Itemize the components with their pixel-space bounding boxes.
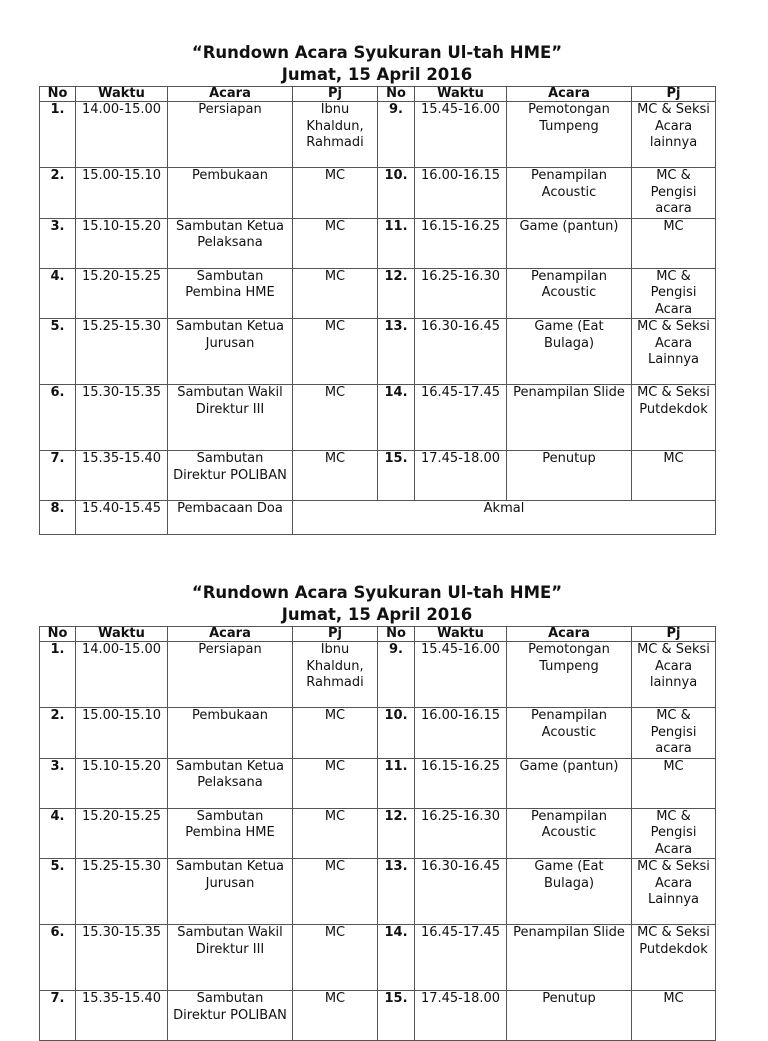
table-row <box>40 451 716 501</box>
cell-pj: MC <box>293 451 378 501</box>
cell-no: 11. <box>378 218 415 268</box>
header-pj: Pj <box>293 87 378 102</box>
cell-waktu: 15.10-15.20 <box>76 758 168 808</box>
cell-acara: Sambutan Ketua Jurusan <box>168 319 293 385</box>
cell-no: 1. <box>40 102 76 168</box>
cell-waktu: 15.10-15.20 <box>76 218 168 268</box>
cell-waktu: 15.45-16.00 <box>415 642 507 708</box>
header-waktu: Waktu <box>76 627 168 642</box>
cell-pj: MC <box>632 451 716 501</box>
cell-no: 1. <box>40 642 76 708</box>
cell-waktu: 14.00-15.00 <box>76 642 168 708</box>
cell-acara: Sambutan Pembina HME <box>168 808 293 859</box>
table-row <box>40 319 716 385</box>
cell-pj: MC & Seksi Putdekdok <box>632 385 716 451</box>
cell-waktu: 15.20-15.25 <box>76 808 168 859</box>
cell-pj: MC & Pengisi acara <box>632 708 716 759</box>
cell-no: 13. <box>378 319 415 385</box>
cell-waktu: 17.45-18.00 <box>415 991 507 1041</box>
cell-pj: MC <box>632 758 716 808</box>
cell-acara: Penampilan Slide <box>507 385 632 451</box>
cell-pj: MC <box>293 218 378 268</box>
cell-waktu: 15.20-15.25 <box>76 268 168 319</box>
header-acara: Acara <box>507 627 632 642</box>
document-date: Jumat, 15 April 2016 <box>281 65 473 84</box>
cell-pj: Ibnu Khaldun, Rahmadi <box>293 642 378 708</box>
cell-acara: Sambutan Pembina HME <box>168 268 293 319</box>
header-pj: Pj <box>293 627 378 642</box>
cell-no: 15. <box>378 991 415 1041</box>
header-waktu: Waktu <box>76 87 168 102</box>
cell-waktu: 16.30-16.45 <box>415 859 507 925</box>
cell-no: 10. <box>378 708 415 759</box>
cell-pj: MC & Seksi Acara Lainnya <box>632 859 716 925</box>
cell-acara: Penampilan Acoustic <box>507 168 632 219</box>
cell-pj: MC <box>293 991 378 1041</box>
cell-waktu: 15.00-15.10 <box>76 168 168 219</box>
header-pj: Pj <box>632 627 716 642</box>
cell-acara: Sambutan Direktur POLIBAN <box>168 991 293 1041</box>
cell-no: 6. <box>40 925 76 991</box>
cell-pj: MC <box>293 925 378 991</box>
cell-waktu: 16.15-16.25 <box>415 218 507 268</box>
cell-pj: MC <box>293 708 378 759</box>
cell-no: 9. <box>378 642 415 708</box>
cell-pj: MC & Seksi Acara lainnya <box>632 102 716 168</box>
table-row <box>40 268 716 319</box>
rundown-page-2-clip <box>0 582 768 1023</box>
cell-waktu: 15.45-16.00 <box>415 102 507 168</box>
cell-no: 4. <box>40 268 76 319</box>
cell-no: 7. <box>40 991 76 1041</box>
cell-no: 15. <box>378 451 415 501</box>
cell-pj: MC <box>293 758 378 808</box>
cell-waktu: 16.15-16.25 <box>415 758 507 808</box>
table-row <box>40 808 716 859</box>
table-row <box>40 991 716 1041</box>
cell-no: 10. <box>378 168 415 219</box>
cell-pj: Ibnu Khaldun, Rahmadi <box>293 102 378 168</box>
table-row <box>40 859 716 925</box>
rundown-table <box>39 626 716 1041</box>
cell-acara: Sambutan Ketua Jurusan <box>168 859 293 925</box>
cell-acara: Pembukaan <box>168 168 293 219</box>
cell-acara: Sambutan Wakil Direktur III <box>168 925 293 991</box>
cell-acara: Penampilan Acoustic <box>507 808 632 859</box>
cell-waktu: 15.35-15.40 <box>76 991 168 1041</box>
cell-waktu: 15.00-15.10 <box>76 708 168 759</box>
cell-acara: Penampilan Acoustic <box>507 268 632 319</box>
header-waktu: Waktu <box>415 627 507 642</box>
rundown-table <box>39 86 716 535</box>
cell-no: 2. <box>40 708 76 759</box>
document-date: Jumat, 15 April 2016 <box>281 605 473 624</box>
cell-no: 12. <box>378 808 415 859</box>
document-title: “Rundown Acara Syukuran Ul-tah HME” <box>191 43 563 62</box>
cell-no: 2. <box>40 168 76 219</box>
cell-no: 9. <box>378 102 415 168</box>
cell-waktu: 15.30-15.35 <box>76 925 168 991</box>
cell-no: 5. <box>40 859 76 925</box>
cell-waktu: 16.45-17.45 <box>415 385 507 451</box>
header-pj: Pj <box>632 87 716 102</box>
table-row <box>40 385 716 451</box>
cell-no: 5. <box>40 319 76 385</box>
table-row <box>40 925 716 991</box>
document-title: “Rundown Acara Syukuran Ul-tah HME” <box>191 583 563 602</box>
cell-acara: Persiapan <box>168 642 293 708</box>
cell-acara: Game (pantun) <box>507 758 632 808</box>
rundown-page-2 <box>39 582 715 1041</box>
cell-acara: Pembacaan Doa <box>168 501 293 535</box>
table-row <box>40 218 716 268</box>
header-acara: Acara <box>168 627 293 642</box>
cell-waktu: 16.00-16.15 <box>415 168 507 219</box>
cell-acara: Sambutan Ketua Pelaksana <box>168 758 293 808</box>
header-no: No <box>40 87 76 102</box>
table-row <box>40 168 716 219</box>
cell-no: 4. <box>40 808 76 859</box>
cell-no: 12. <box>378 268 415 319</box>
table-row <box>40 708 716 759</box>
cell-no: 14. <box>378 925 415 991</box>
cell-pj: MC & Seksi Putdekdok <box>632 925 716 991</box>
table-row <box>40 758 716 808</box>
cell-pj: MC & Pengisi Acara <box>632 808 716 859</box>
cell-pj: MC <box>293 168 378 219</box>
cell-no: 7. <box>40 451 76 501</box>
rundown-page-1 <box>39 42 715 535</box>
cell-pj: MC & Pengisi acara <box>632 168 716 219</box>
header-no: No <box>40 627 76 642</box>
cell-acara: Game (pantun) <box>507 218 632 268</box>
cell-waktu: 15.25-15.30 <box>76 319 168 385</box>
cell-acara: Sambutan Wakil Direktur III <box>168 385 293 451</box>
cell-pj: MC <box>632 218 716 268</box>
cell-waktu: 16.00-16.15 <box>415 708 507 759</box>
table-row <box>40 642 716 708</box>
cell-no: 6. <box>40 385 76 451</box>
cell-pj: MC <box>293 319 378 385</box>
cell-acara: Sambutan Ketua Pelaksana <box>168 218 293 268</box>
cell-acara: Persiapan <box>168 102 293 168</box>
cell-pj: MC & Seksi Acara lainnya <box>632 642 716 708</box>
cell-waktu: 15.35-15.40 <box>76 451 168 501</box>
cell-waktu: 14.00-15.00 <box>76 102 168 168</box>
header-no: No <box>378 627 415 642</box>
cell-no: 11. <box>378 758 415 808</box>
header-no: No <box>378 87 415 102</box>
table-row <box>40 102 716 168</box>
cell-pj: MC & Seksi Acara Lainnya <box>632 319 716 385</box>
cell-acara: Game (Eat Bulaga) <box>507 859 632 925</box>
cell-pj: MC & Pengisi Acara <box>632 268 716 319</box>
cell-waktu: 16.25-16.30 <box>415 808 507 859</box>
cell-waktu: 15.40-15.45 <box>76 501 168 535</box>
cell-pj: MC <box>293 385 378 451</box>
cell-waktu: 16.30-16.45 <box>415 319 507 385</box>
cell-acara: Pemotongan Tumpeng <box>507 642 632 708</box>
header-acara: Acara <box>168 87 293 102</box>
table-row <box>40 501 716 535</box>
cell-no: 3. <box>40 218 76 268</box>
cell-acara: Pembukaan <box>168 708 293 759</box>
cell-waktu: 15.30-15.35 <box>76 385 168 451</box>
cell-no: 14. <box>378 385 415 451</box>
cell-waktu: 16.45-17.45 <box>415 925 507 991</box>
cell-no: 13. <box>378 859 415 925</box>
header-acara: Acara <box>507 87 632 102</box>
cell-pj-merged: Akmal <box>293 501 716 535</box>
cell-pj: MC <box>293 808 378 859</box>
cell-acara: Penutup <box>507 991 632 1041</box>
cell-acara: Penampilan Slide <box>507 925 632 991</box>
cell-waktu: 17.45-18.00 <box>415 451 507 501</box>
header-waktu: Waktu <box>415 87 507 102</box>
cell-acara: Pemotongan Tumpeng <box>507 102 632 168</box>
cell-no: 3. <box>40 758 76 808</box>
cell-no: 8. <box>40 501 76 535</box>
cell-waktu: 16.25-16.30 <box>415 268 507 319</box>
cell-acara: Game (Eat Bulaga) <box>507 319 632 385</box>
cell-acara: Penampilan Acoustic <box>507 708 632 759</box>
cell-pj: MC <box>293 268 378 319</box>
cell-acara: Penutup <box>507 451 632 501</box>
cell-waktu: 15.25-15.30 <box>76 859 168 925</box>
cell-pj: MC <box>293 859 378 925</box>
table-header-row <box>40 627 716 642</box>
cell-pj: MC <box>632 991 716 1041</box>
table-header-row <box>40 87 716 102</box>
cell-acara: Sambutan Direktur POLIBAN <box>168 451 293 501</box>
